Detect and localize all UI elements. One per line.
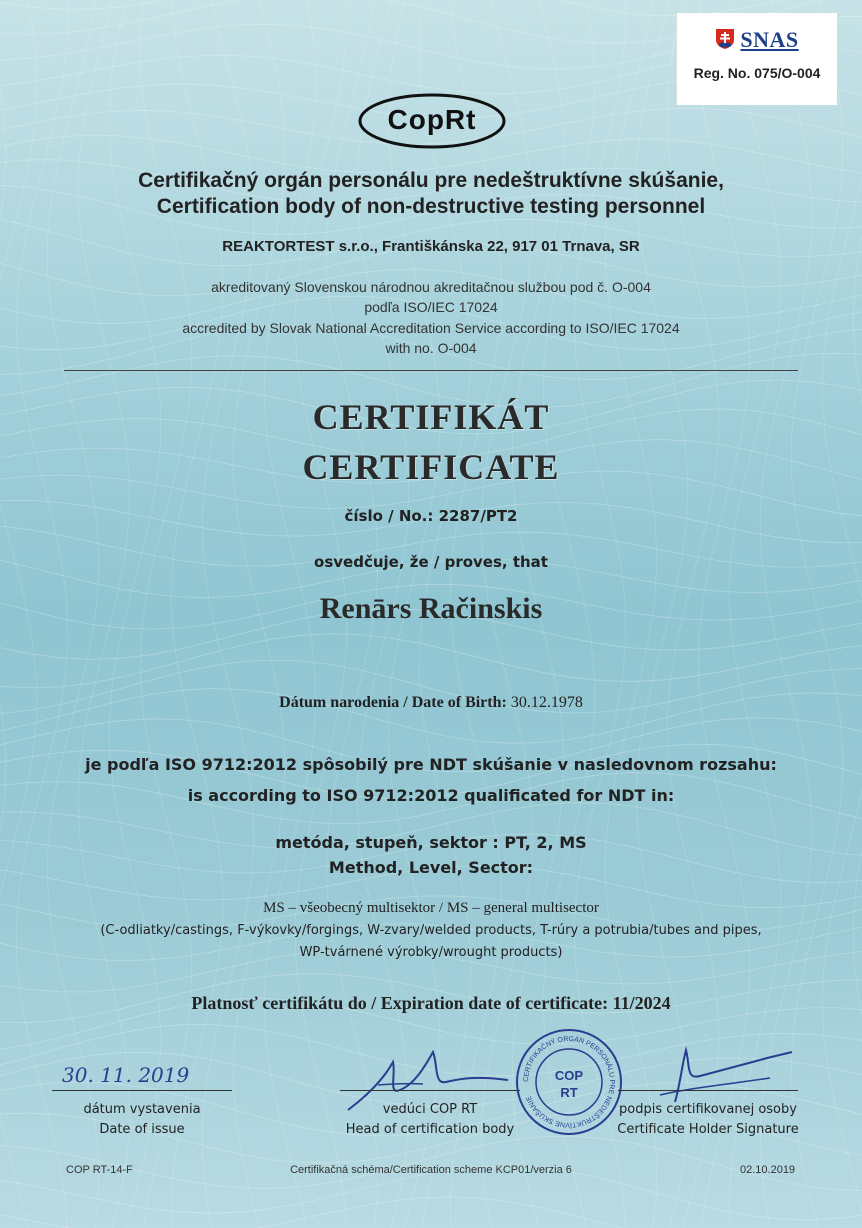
method-label-sk: metóda, stupeň, sektor : [275,833,499,852]
date-of-birth-value: 30.12.1978 [510,694,583,711]
footer-date: 02.10.2019 [740,1164,796,1176]
certificate-number-label: číslo / No.: [344,507,434,525]
issue-date-handwritten: 30. 11. 2019 [62,1063,190,1087]
snas-reg-number: Reg. No. 075/O-004 [693,65,821,81]
issuer-name-en: Certification body of non-destructive testing personnel [156,195,706,218]
date-of-birth-label: Dátum narodenia / Date of Birth: [279,694,507,711]
issue-date-line [52,1090,232,1091]
holder-signature-line [618,1090,798,1091]
expiration-label: Platnosť certifikátu do / Expiration date of certificate: [191,993,609,1013]
coprt-logo-text: CopRt [387,104,477,135]
snas-accreditation-badge [676,13,837,105]
head-label-sk: vedúci COP RT [382,1102,478,1117]
form-code: COP RT-14-F [66,1164,133,1176]
certificate-title-en: CERTIFICATE [302,447,560,487]
scope-statement-sk: je podľa ISO 9712:2012 spôsobilý pre NDT skúšanie v nasledovnom rozsahu: [85,755,777,774]
certificate-title-sk: CERTIFIKÁT [312,397,550,437]
stamp-center-top: COP [554,1068,584,1083]
certifies-text: osvedčuje, že / proves, that [314,553,548,571]
scope-statement-en: is according to ISO 9712:2012 qualificated for NDT in: [187,786,675,805]
holder-label-sk: podpis certifikovanej osoby [619,1102,797,1117]
certificate-number [0,507,862,525]
method-value: PT, 2, MS [504,833,587,852]
slovak-coat-of-arms-icon [715,28,735,50]
head-signature-line [340,1090,520,1091]
sector-description: MS – všeobecný multisektor / MS – general multisector [263,900,599,916]
header-divider [64,370,798,371]
coprt-logo [357,92,507,150]
method-label-en: Method, Level, Sector: [328,858,534,877]
sector-detail-1: (C-odliatky/castings, F-výkovky/forgings, W-zvary/welded products, T-rúry a potrubia/tubes and pipes, [100,923,762,938]
stamp-ring-text: CERTIFIKAČNÝ ORGÁN PERSONÁLU PRE NEDEŠTRUKTÍVNE SKÚŠANIE [522,1035,616,1129]
stamp-center-bottom: RT [560,1085,578,1100]
issue-date-label [52,1100,232,1140]
holder-signature-label [598,1100,818,1140]
accreditation-text-3: accredited by Slovak National Accreditation Service according to ISO/IEC 17024 [182,320,680,336]
snas-logo [677,27,837,53]
accreditation-text-4: with no. O-004 [385,340,477,356]
issuer-name-sk: Certifikačný orgán personálu pre nedeštruktívne skúšanie, [138,169,724,192]
expiration-date [0,993,862,1014]
expiration-value: 11/2024 [612,993,671,1013]
issue-date-label-en: Date of issue [99,1122,185,1137]
head-label-en: Head of certification body [345,1122,515,1137]
accreditation-text-1: akreditovaný Slovenskou národnou akreditačnou službou pod č. O-004 [211,279,651,295]
sector-detail-2: WP-tvárnené výrobky/wrought products) [299,945,563,960]
certificate-holder-name: Renārs Račinskis [319,592,543,625]
method-level-sector [0,833,862,852]
snas-logo-text: SNAS [740,27,799,52]
issuer-address: REAKTORTEST s.r.o., Františkánska 22, 917 01 Trnava, SR [222,238,640,255]
holder-label-en: Certificate Holder Signature [617,1122,799,1137]
date-of-birth [0,694,862,712]
issue-date-label-sk: dátum vystavenia [83,1102,201,1117]
accreditation-text-2: podľa ISO/IEC 17024 [364,299,498,315]
head-signature-label [330,1100,530,1140]
certificate-number-value: 2287/PT2 [438,507,518,525]
certification-scheme: Certifikačná schéma/Certification scheme KCP01/verzia 6 [290,1164,572,1176]
